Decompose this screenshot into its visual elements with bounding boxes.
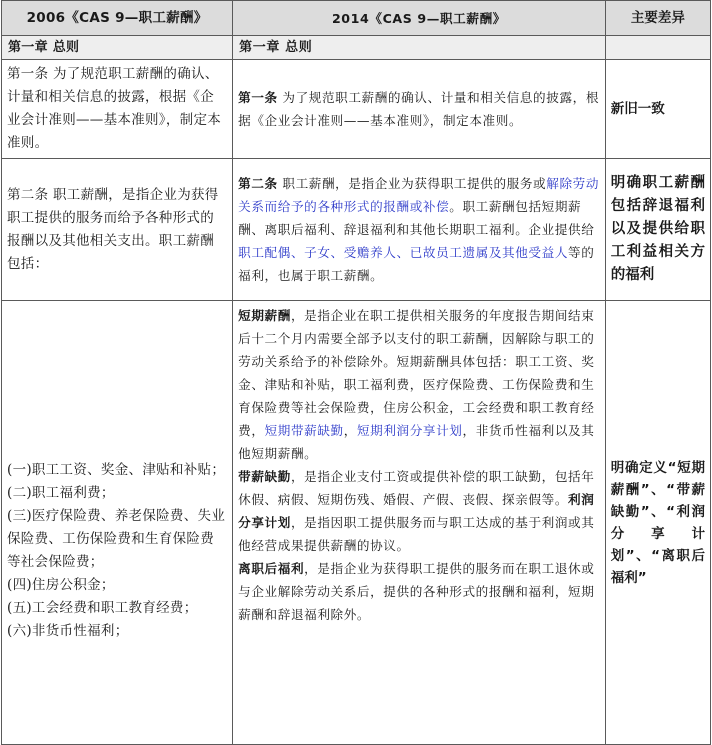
highlight-short-term-absence: 短期带薪缺勤 [264, 423, 344, 438]
header-2006: 2006《CAS 9—职工薪酬》 [2, 1, 233, 36]
article-1-text: 为了规范职工薪酬的确认、计量和相关信息的披露，根据《企业会计准则——基本准则》，制定本准则。 [238, 90, 600, 128]
new-definitions [233, 301, 606, 745]
article-2-new: 第二条 职工薪酬，是指企业为获得职工提供的服务或解除劳动关系而给予的各种形式的报酬或补偿。职工薪酬包括短期薪酬、离职后福利、辞退福利和其他长期职工福利。企业提供给职工配偶、子女、受赡养人、已故员工遗属及其他受益人等的福利，也属于职工薪酬。 [233, 159, 606, 301]
article-2-diff: 明确职工薪酬包括辞退福利以及提供给职工利益相关方的福利 [605, 159, 710, 301]
highlight-profit-sharing: 短期利润分享计划 [356, 423, 463, 438]
old-benefit-list [2, 301, 233, 745]
benefits-diff: 明确定义“短期薪酬”、“带薪缺勤”、“利润分享计划”、“离职后福利” [605, 301, 710, 745]
article-1-diff: 新旧一致 [605, 60, 710, 159]
chapter-row [2, 36, 711, 60]
article-2-row [2, 159, 711, 301]
article-2-old: 第二条 职工薪酬，是指企业为获得职工提供的服务而给予各种形式的报酬以及其他相关支出。职工薪酬包括： [2, 159, 233, 301]
header-differences: 主要差异 [605, 1, 710, 36]
benefits-row [2, 301, 711, 745]
highlight-beneficiaries: 职工配偶、子女、受赡养人、已故员工遗属及其他受益人 [238, 245, 569, 260]
chapter-old: 第一章 总则 [2, 36, 233, 60]
list-item: (三)医疗保险费、养老保险费、失业保险费、工伤保险费和生育保险费等社会保险费； [7, 508, 226, 570]
chapter-diff-empty [605, 36, 710, 60]
chapter-new: 第一章 总则 [233, 36, 606, 60]
header-2014: 2014《CAS 9—职工薪酬》 [233, 1, 606, 36]
paid-absence-paragraph: 带薪缺勤，是指企业支付工资或提供补偿的职工缺勤，包括年休假、病假、短期伤残、婚假、产假、丧假、探亲假等。利润分享计划，是指因职工提供服务而与职工达成的基于利润或其他经营成果提供薪酬的协议。 [238, 469, 595, 553]
article-1-new [233, 60, 606, 159]
list-item: (一)职工工资、奖金、津贴和补贴； [7, 462, 226, 478]
article-2-label: 第二条 [238, 176, 278, 191]
list-item: (四)住房公积金； [7, 577, 115, 593]
list-item: (二)职工福利费； [7, 485, 115, 501]
header-row [2, 1, 711, 36]
comparison-table [1, 0, 711, 745]
highlight-termination: 解除劳动关系而给予的各种形式的报酬或补偿 [238, 176, 600, 214]
post-employment-paragraph: 离职后福利，是指企业为获得职工提供的服务而在职工退休或与企业解除劳动关系后，提供的各种形式的报酬和福利，短期薪酬和辞退福利除外。 [238, 561, 595, 622]
article-1-row [2, 60, 711, 159]
article-1-label: 第一条 [238, 90, 278, 105]
list-item: (六)非货币性福利； [7, 623, 129, 639]
article-1-old: 第一条 为了规范职工薪酬的确认、计量和相关信息的披露，根据《企业会计准则——基本准则》，制定本准则。 [2, 60, 233, 159]
short-term-pay-paragraph: 短期薪酬，是指企业在职工提供相关服务的年度报告期间结束后十二个月内需要全部予以支付的职工薪酬，因解除与职工的劳动关系给予的补偿除外。短期薪酬具体包括：职工工资、奖金、津贴和补贴，职工福利费，医疗保险费、工伤保险费和生育保险费等社会保险费，住房公积金，工会经费和职工教育经费，短期带薪缺勤，短期利润分享计划，非货币性福利以及其他短期薪酬。 [238, 308, 595, 461]
list-item: (五)工会经费和职工教育经费； [7, 600, 198, 616]
